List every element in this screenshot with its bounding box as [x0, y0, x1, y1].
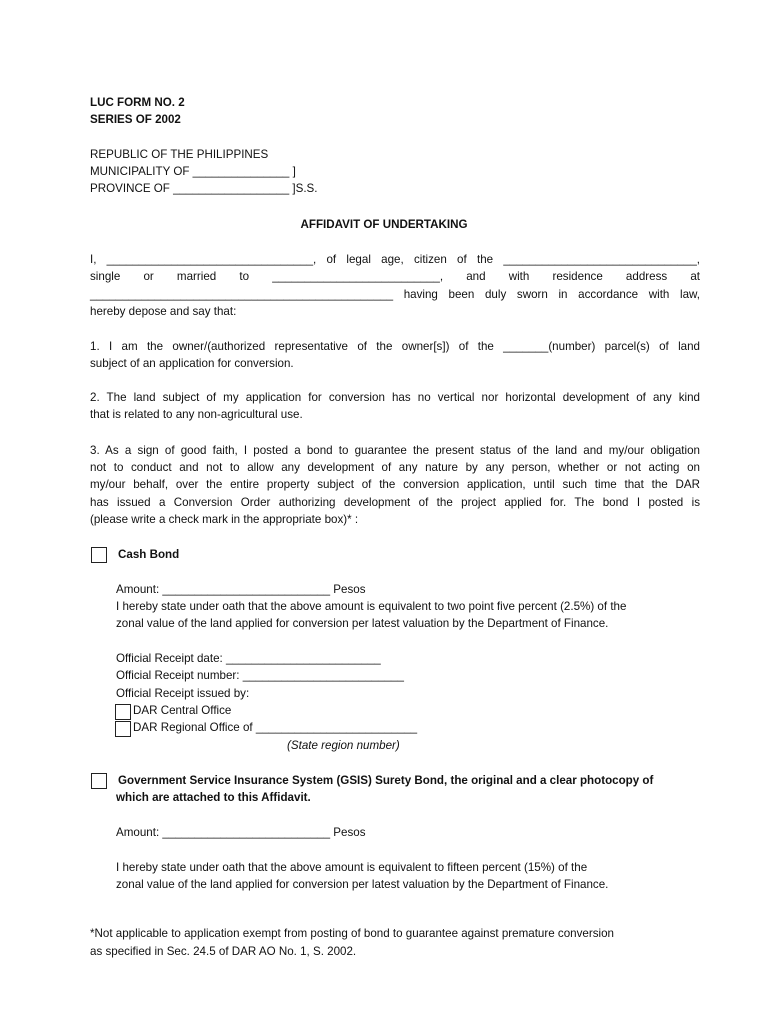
item2-line-1: 2. The land subject of my application for conversion has no vertical nor horizontal development of any kind — [90, 391, 700, 404]
receipt-number-field: Official Receipt number: _________________________ — [116, 669, 404, 682]
cash-bond-oath-2: zonal value of the land applied for conversion per latest valuation by the Department of Finance. — [116, 617, 609, 630]
gsis-bond-line-1: Government Service Insurance System (GSIS) Surety Bond, the original and a clear photocopy of — [118, 774, 654, 787]
gsis-bond-line-2: which are attached to this Affidavit. — [116, 791, 311, 804]
dar-regional-checkbox[interactable] — [115, 721, 131, 737]
gsis-bond-oath-2: zonal value of the land applied for conversion per latest valuation by the Department of Finance. — [116, 878, 609, 891]
receipt-issued-by: Official Receipt issued by: — [116, 687, 250, 700]
form-number: LUC FORM NO. 2 — [90, 96, 185, 109]
municipality-line: MUNICIPALITY OF _______________ ] — [90, 165, 296, 178]
state-region-hint: (State region number) — [287, 739, 400, 752]
item3-line-1: 3. As a sign of good faith, I posted a bond to guarantee the present status of the land and my/our obligation — [90, 444, 700, 457]
intro-line-4: hereby depose and say that: — [90, 305, 237, 318]
item3-line-3: my/our behalf, over the entire property subject of the conversion application, until such time that the DAR — [90, 478, 700, 491]
dar-regional-label: DAR Regional Office of _________________________ — [133, 721, 418, 734]
gsis-bond-amount: Amount: __________________________ Pesos — [116, 826, 366, 839]
item3-line-4: has issued a Conversion Order authorizing development of the project applied for. The bond I posted is — [90, 496, 700, 509]
footnote-line-2: as specified in Sec. 24.5 of DAR AO No. 1, S. 2002. — [90, 945, 357, 958]
dar-central-label: DAR Central Office — [133, 704, 232, 717]
intro-line-2: single or married to __________________________, and with residence address at — [90, 270, 700, 283]
cash-bond-amount: Amount: __________________________ Pesos — [116, 583, 366, 596]
form-series: SERIES OF 2002 — [90, 113, 181, 126]
document-title: AFFIDAVIT OF UNDERTAKING — [300, 218, 468, 231]
item3-line-2: not to conduct and not to allow any development of any nature by any person, whether or not acting on — [90, 461, 700, 474]
republic-line: REPUBLIC OF THE PHILIPPINES — [90, 148, 269, 161]
cash-bond-checkbox[interactable] — [91, 547, 107, 563]
item2-line-2: that is related to any non-agricultural use. — [90, 408, 303, 421]
footnote-line-1: *Not applicable to application exempt from posting of bond to guarantee against premature conversion — [90, 927, 614, 940]
intro-line-3: _______________________________________________ having been duly sworn in accordance with law, — [90, 288, 700, 301]
cash-bond-label: Cash Bond — [118, 548, 180, 561]
receipt-date-field: Official Receipt date: ________________________ — [116, 652, 381, 665]
item3-line-5: (please write a check mark in the appropriate box)* : — [90, 513, 359, 526]
gsis-bond-oath-1: I hereby state under oath that the above amount is equivalent to fifteen percent (15%) of the — [116, 861, 588, 874]
gsis-bond-checkbox[interactable] — [91, 773, 107, 789]
province-line: PROVINCE OF __________________ ]S.S. — [90, 182, 318, 195]
dar-central-checkbox[interactable] — [115, 704, 131, 720]
item1-line-2: subject of an application for conversion. — [90, 357, 294, 370]
intro-line-1: I, ________________________________, of legal age, citizen of the ______________________________, — [90, 253, 700, 266]
item1-line-1: 1. I am the owner/(authorized representative of the owner[s]) of the _______(number) parcel(s) of land — [90, 340, 700, 353]
cash-bond-oath-1: I hereby state under oath that the above amount is equivalent to two point five percent (2.5%) of the — [116, 600, 627, 613]
